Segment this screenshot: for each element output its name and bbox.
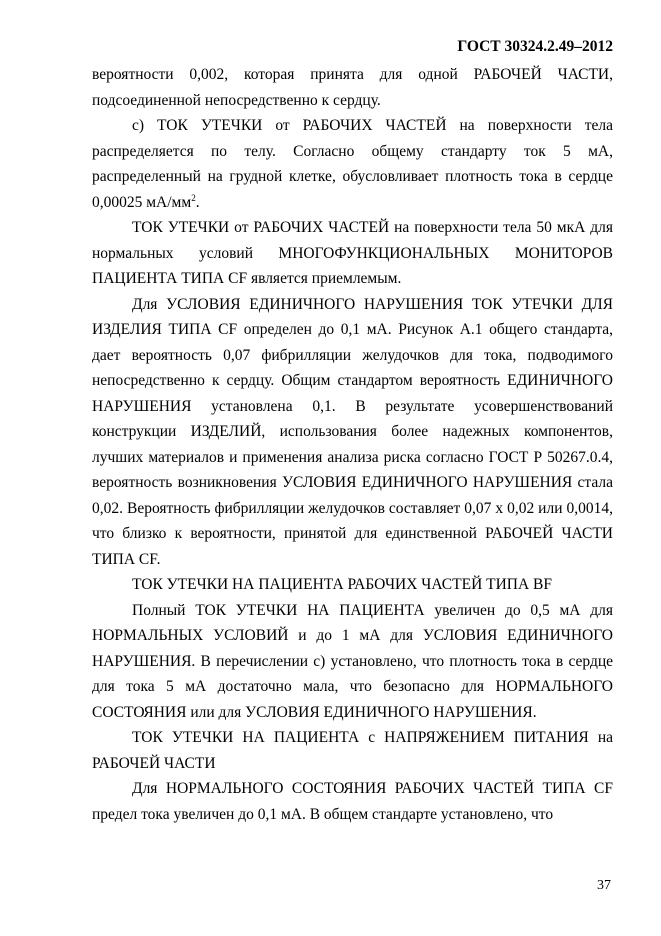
paragraph-continuation: вероятности 0,002, которая принята для одной РАБОЧЕЙ ЧАСТИ, подсоединенной непосредственно к сердцу. [92, 66, 613, 109]
superscript: 2 [191, 192, 196, 203]
paragraph: Для НОРМАЛЬНОГО СОСТОЯНИЯ РАБОЧИХ ЧАСТЕЙ ТИПА CF предел тока увеличен до 0,1 мА. В общем стандарте установлено, что [92, 780, 613, 823]
section-heading: ТОК УТЕЧКИ НА ПАЦИЕНТА с НАПРЯЖЕНИЕМ ПИТАНИЯ на РАБОЧЕЙ ЧАСТИ [92, 729, 613, 772]
document-header: ГОСТ 30324.2.49–2012 [457, 38, 613, 55]
page-number: 37 [597, 878, 611, 893]
section-heading: ТОК УТЕЧКИ НА ПАЦИЕНТА РАБОЧИХ ЧАСТЕЙ ТИПА BF [132, 576, 553, 593]
document-body [92, 62, 613, 827]
paragraph: ТОК УТЕЧКИ от РАБОЧИХ ЧАСТЕЙ на поверхности тела 50 мкА для нормальных условий МНОГОФУНКЦИОНАЛЬНЫХ МОНИТОРОВ ПАЦИЕНТА ТИПА CF является приемлемым. [92, 219, 613, 287]
paragraph-item-c: с) ТОК УТЕЧКИ от РАБОЧИХ ЧАСТЕЙ на поверхности тела распределяется по телу. Согласно общему стандарту ток 5 мА, распределенный на грудной клетке, обусловливает плотность тока в сердце 0,00025 $мА/мм^2$. [92, 117, 613, 211]
paragraph: Для УСЛОВИЯ ЕДИНИЧНОГО НАРУШЕНИЯ ТОК УТЕЧКИ ДЛЯ ИЗДЕЛИЯ ТИПА CF определен до 0,1 мА. Рисунок А.1 общего стандарта, дает вероятность 0,07 фибрилляции желудочков для тока, подводимого непосредственно к сердцу. Общим стандартом вероятность ЕДИНИЧНОГО НАРУШЕНИЯ установлена 0,1. В результате усовершенствований конструкции ИЗДЕЛИЙ, использования более надежных компонентов, лучших материалов и применения анализа риска согласно ГОСТ Р 50267.0.4, вероятность возникновения УСЛОВИЯ ЕДИНИЧНОГО НАРУШЕНИЯ стала 0,02. Вероятность фибрилляции желудочков составляет 0,07 х 0,02 или 0,0014, что близко к вероятности, принятой для единственной РАБОЧЕЙ ЧАСТИ ТИПА CF. [92, 295, 613, 568]
paragraph: Полный ТОК УТЕЧКИ НА ПАЦИЕНТА увеличен до 0,5 мА для НОРМАЛЬНЫХ УСЛОВИЙ и до 1 мА для УСЛОВИЯ ЕДИНИЧНОГО НАРУШЕНИЯ. В перечислении с) установлено, что плотность тока в сердце для тока 5 мА достаточно мала, что безопасно для НОРМАЛЬНОГО СОСТОЯНИЯ или для УСЛОВИЯ ЕДИНИЧНОГО НАРУШЕНИЯ. [92, 601, 613, 721]
